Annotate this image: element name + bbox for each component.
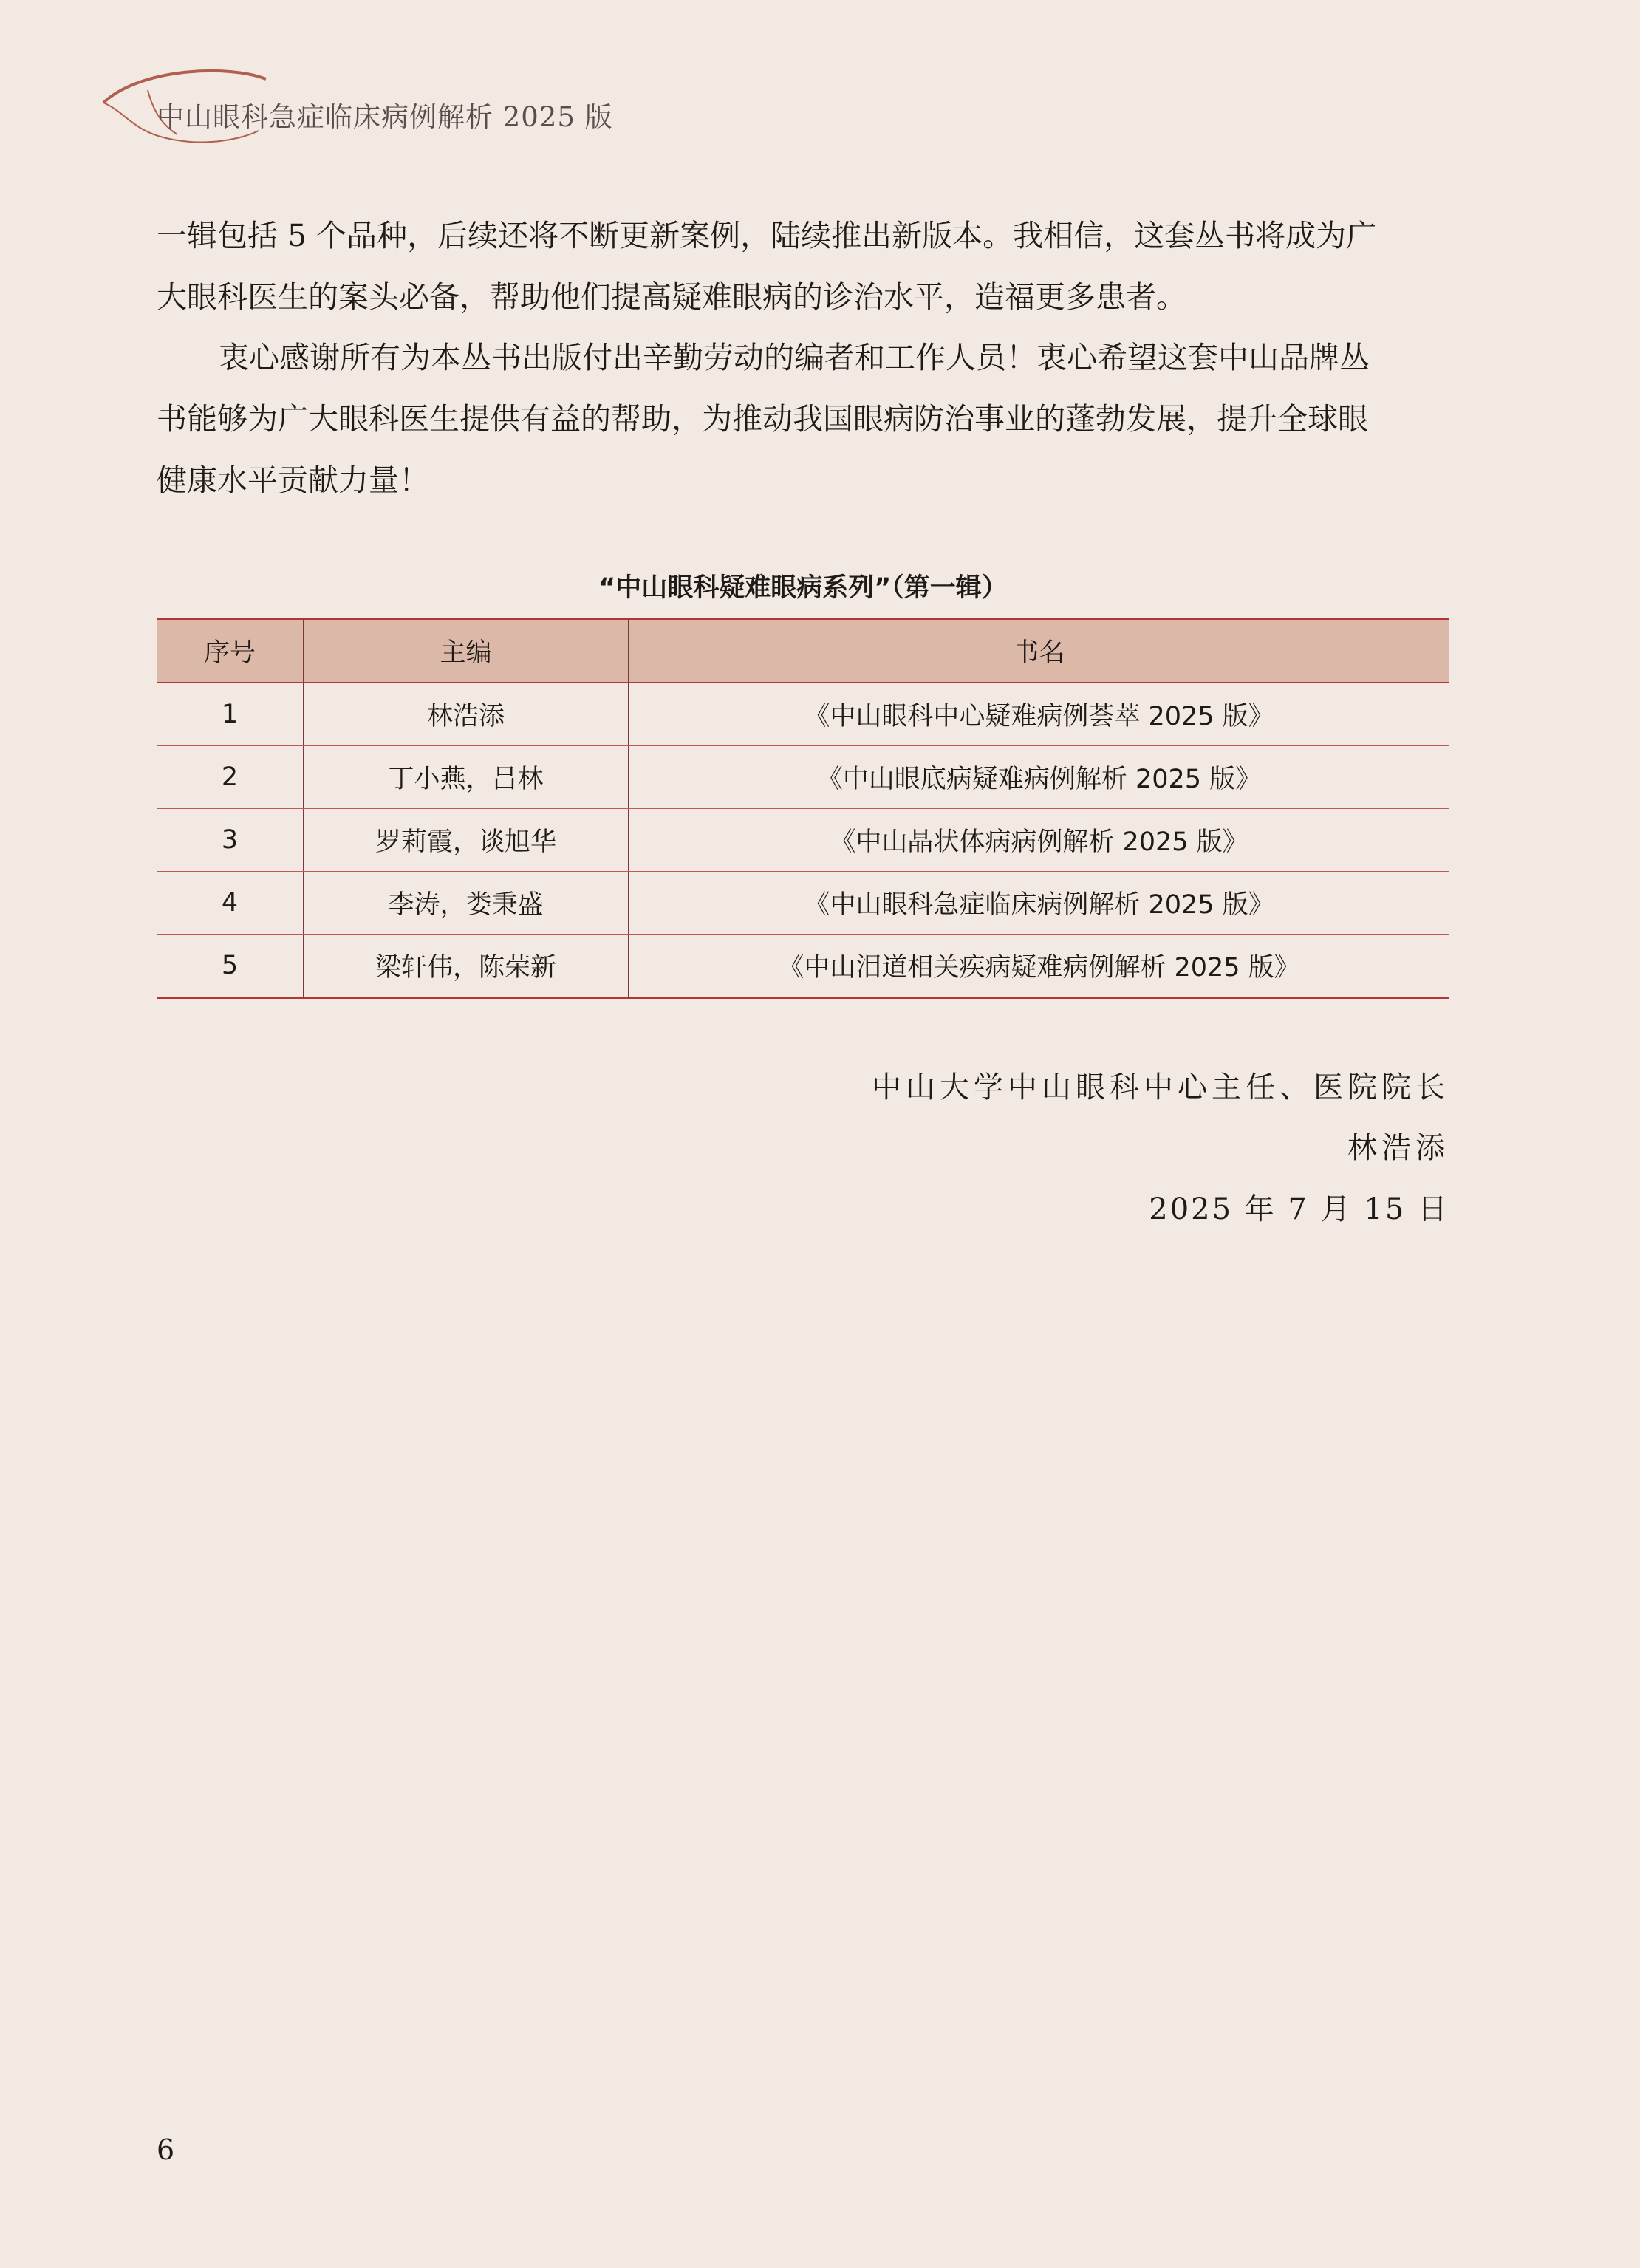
paragraph-line: 大眼科医生的案头必备，帮助他们提高疑难眼病的诊治水平，造福更多患者。 (157, 279, 1186, 315)
paragraph-line: 健康水平贡献力量！ (157, 462, 429, 498)
cell-book-title: 《中山眼科中心疑难病例荟萃 2025 版》 (629, 683, 1450, 746)
cell-book-title: 《中山晶状体病病例解析 2025 版》 (629, 809, 1450, 872)
cell-editor: 梁轩伟，陈荣新 (304, 935, 629, 998)
cell-book-title: 《中山泪道相关疾病疑难病例解析 2025 版》 (629, 935, 1450, 998)
table-row (157, 872, 1449, 935)
running-header-title: 中山眼科急症临床病例解析 2025 版 (157, 101, 613, 133)
cell-serial: 3 (157, 809, 304, 872)
cell-editor: 丁小燕，吕林 (304, 746, 629, 809)
table-row (157, 683, 1449, 746)
paragraph-line: 书能够为广大眼科医生提供有益的帮助，为推动我国眼病防治事业的蓬勃发展，提升全球眼 (157, 401, 1368, 437)
paragraph-2 (157, 327, 1449, 511)
signature-name: 林浩添 (1347, 1131, 1449, 1165)
cell-book-title: 《中山眼科急症临床病例解析 2025 版》 (629, 872, 1450, 935)
cell-editor: 李涛，娄秉盛 (304, 872, 629, 935)
header-editor: 主编 (304, 619, 629, 683)
paragraph-1 (157, 205, 1449, 328)
paragraph-line: 一辑包括 5 个品种，后续还将不断更新案例，陆续推出新版本。我相信，这套丛书将成为广 (157, 218, 1377, 253)
cell-serial: 5 (157, 935, 304, 998)
cell-book-title: 《中山眼底病疑难病例解析 2025 版》 (629, 746, 1450, 809)
cell-serial: 4 (157, 872, 304, 935)
header-book-title: 书名 (629, 619, 1450, 683)
table-header-row (157, 619, 1449, 683)
paragraph-line: 衷心感谢所有为本丛书出版付出辛勤劳动的编者和工作人员！衷心希望这套中山品牌丛 (219, 340, 1370, 375)
table-row (157, 746, 1449, 809)
cell-editor: 罗莉霞，谈旭华 (304, 809, 629, 872)
table-row (157, 935, 1449, 998)
signature-affiliation: 中山大学中山眼科中心主任、医院院长 (872, 1070, 1449, 1104)
series-table (157, 618, 1449, 999)
cell-editor: 林浩添 (304, 683, 629, 746)
cell-serial: 1 (157, 683, 304, 746)
cell-serial: 2 (157, 746, 304, 809)
table-row (157, 809, 1449, 872)
table-caption: “中山眼科疑难眼病系列”（第一辑） (598, 573, 1008, 603)
header-serial: 序号 (157, 619, 304, 683)
signature-date: 2025 年 7 月 15 日 (1149, 1192, 1449, 1226)
page-number: 6 (157, 2134, 175, 2166)
